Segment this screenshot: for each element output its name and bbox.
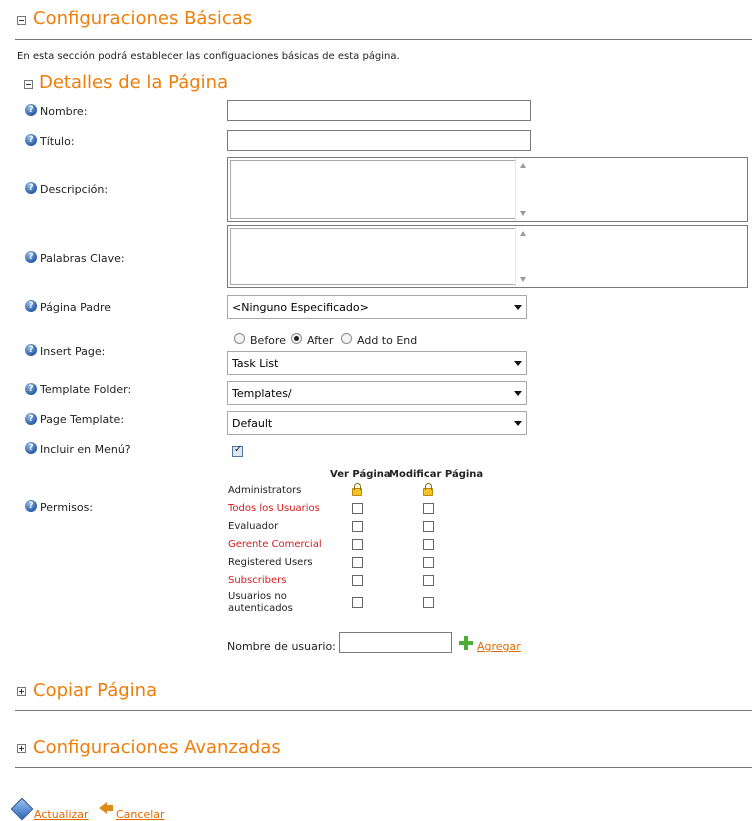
include-menu-label: Incluir en Menú? bbox=[40, 443, 131, 456]
help-icon[interactable]: ? bbox=[25, 413, 37, 425]
view-permission-checkbox[interactable] bbox=[352, 521, 363, 532]
chevron-down-icon bbox=[514, 421, 522, 426]
section-title-advanced[interactable]: Configuraciones Avanzadas bbox=[33, 737, 281, 758]
username-label: Nombre de usuario: bbox=[227, 640, 336, 653]
role-name: Registered Users bbox=[228, 557, 313, 568]
cancel-link[interactable]: Cancelar bbox=[116, 808, 165, 821]
view-permission-checkbox[interactable] bbox=[352, 539, 363, 550]
edit-permission-checkbox[interactable] bbox=[423, 575, 434, 586]
section-description: En esta sección podrá establecer las configuaciones básicas de esta página. bbox=[17, 51, 400, 62]
col-view-header: Ver Página bbox=[330, 469, 391, 480]
scrollbar[interactable] bbox=[515, 158, 530, 221]
divider bbox=[15, 767, 752, 768]
title-label: Título: bbox=[40, 135, 75, 148]
view-permission-checkbox[interactable] bbox=[352, 503, 363, 514]
help-icon[interactable]: ? bbox=[25, 344, 37, 356]
role-name: Todos los Usuarios bbox=[228, 503, 320, 514]
keywords-label: Palabras Clave: bbox=[40, 252, 125, 265]
username-input[interactable] bbox=[339, 632, 452, 653]
role-name: Evaluador bbox=[228, 521, 279, 532]
view-permission-checkbox[interactable] bbox=[352, 575, 363, 586]
description-textarea[interactable] bbox=[227, 157, 748, 222]
insert-after-radio[interactable] bbox=[291, 333, 302, 344]
scrollbar[interactable] bbox=[515, 226, 530, 287]
divider bbox=[15, 39, 752, 40]
parent-page-value: <Ninguno Especificado> bbox=[232, 301, 369, 314]
insert-page-select[interactable] bbox=[227, 351, 527, 375]
insert-end-label: Add to End bbox=[357, 334, 418, 347]
name-input[interactable] bbox=[227, 100, 531, 121]
update-icon[interactable] bbox=[11, 798, 34, 821]
help-icon[interactable]: ? bbox=[25, 383, 37, 395]
name-label: Nombre: bbox=[40, 105, 88, 118]
page-template-label: Page Template: bbox=[40, 413, 125, 426]
template-folder-value: Templates/ bbox=[232, 387, 292, 400]
textarea-inner bbox=[230, 160, 530, 219]
update-link[interactable]: Actualizar bbox=[34, 808, 89, 821]
help-icon[interactable]: ? bbox=[25, 300, 37, 312]
role-name: Gerente Comercial bbox=[228, 539, 322, 550]
template-folder-select[interactable] bbox=[227, 381, 527, 405]
expand-advanced-icon[interactable] bbox=[17, 744, 26, 753]
view-permission-checkbox[interactable] bbox=[352, 597, 363, 608]
chevron-down-icon bbox=[514, 391, 522, 396]
chevron-down-icon bbox=[514, 361, 522, 366]
keywords-textarea[interactable] bbox=[227, 225, 748, 288]
lock-icon bbox=[423, 488, 433, 496]
section-title-basic: Configuraciones Básicas bbox=[33, 8, 253, 29]
insert-page-value: Task List bbox=[232, 357, 279, 370]
template-folder-label: Template Folder: bbox=[40, 383, 132, 396]
role-name: Administrators bbox=[228, 485, 302, 496]
edit-permission-checkbox[interactable] bbox=[423, 521, 434, 532]
edit-permission-checkbox[interactable] bbox=[423, 557, 434, 568]
view-permission-checkbox[interactable] bbox=[352, 557, 363, 568]
edit-permission-checkbox[interactable] bbox=[423, 539, 434, 550]
help-icon[interactable]: ? bbox=[25, 104, 37, 116]
page-template-select[interactable] bbox=[227, 411, 527, 435]
help-icon[interactable]: ? bbox=[25, 500, 37, 512]
role-name: Usuarios no autenticados bbox=[228, 591, 293, 614]
divider bbox=[15, 710, 752, 711]
description-label: Descripción: bbox=[40, 183, 109, 196]
collapse-details-icon[interactable] bbox=[24, 80, 33, 89]
col-edit-header: Modificar Página bbox=[389, 469, 484, 480]
lock-icon bbox=[352, 488, 362, 496]
section-title-copy[interactable]: Copiar Página bbox=[33, 680, 158, 701]
permissions-label: Permisos: bbox=[40, 501, 94, 514]
role-name: Subscribers bbox=[228, 575, 287, 586]
insert-before-radio[interactable] bbox=[234, 333, 245, 344]
include-menu-checkbox[interactable] bbox=[232, 446, 243, 457]
insert-label: Insert Page: bbox=[40, 345, 106, 358]
help-icon[interactable]: ? bbox=[25, 134, 37, 146]
edit-permission-checkbox[interactable] bbox=[423, 597, 434, 608]
insert-end-radio[interactable] bbox=[341, 333, 352, 344]
expand-copy-icon[interactable] bbox=[17, 687, 26, 696]
help-icon[interactable]: ? bbox=[25, 442, 37, 454]
collapse-basic-icon[interactable] bbox=[17, 16, 26, 25]
title-input[interactable] bbox=[227, 130, 531, 151]
insert-before-label: Before bbox=[250, 334, 286, 347]
page-template-value: Default bbox=[232, 417, 273, 430]
textarea-inner bbox=[230, 228, 530, 285]
parent-label: Página Padre bbox=[40, 301, 112, 314]
add-user-link[interactable]: Agregar bbox=[477, 640, 521, 653]
insert-after-label: After bbox=[307, 334, 334, 347]
chevron-down-icon bbox=[514, 305, 522, 310]
section-title-details: Detalles de la Página bbox=[39, 72, 229, 93]
parent-page-select[interactable] bbox=[227, 295, 527, 319]
back-arrow-icon[interactable] bbox=[99, 802, 107, 814]
add-icon[interactable] bbox=[459, 636, 473, 650]
edit-permission-checkbox[interactable] bbox=[423, 503, 434, 514]
help-icon[interactable]: ? bbox=[25, 182, 37, 194]
help-icon[interactable]: ? bbox=[25, 251, 37, 263]
